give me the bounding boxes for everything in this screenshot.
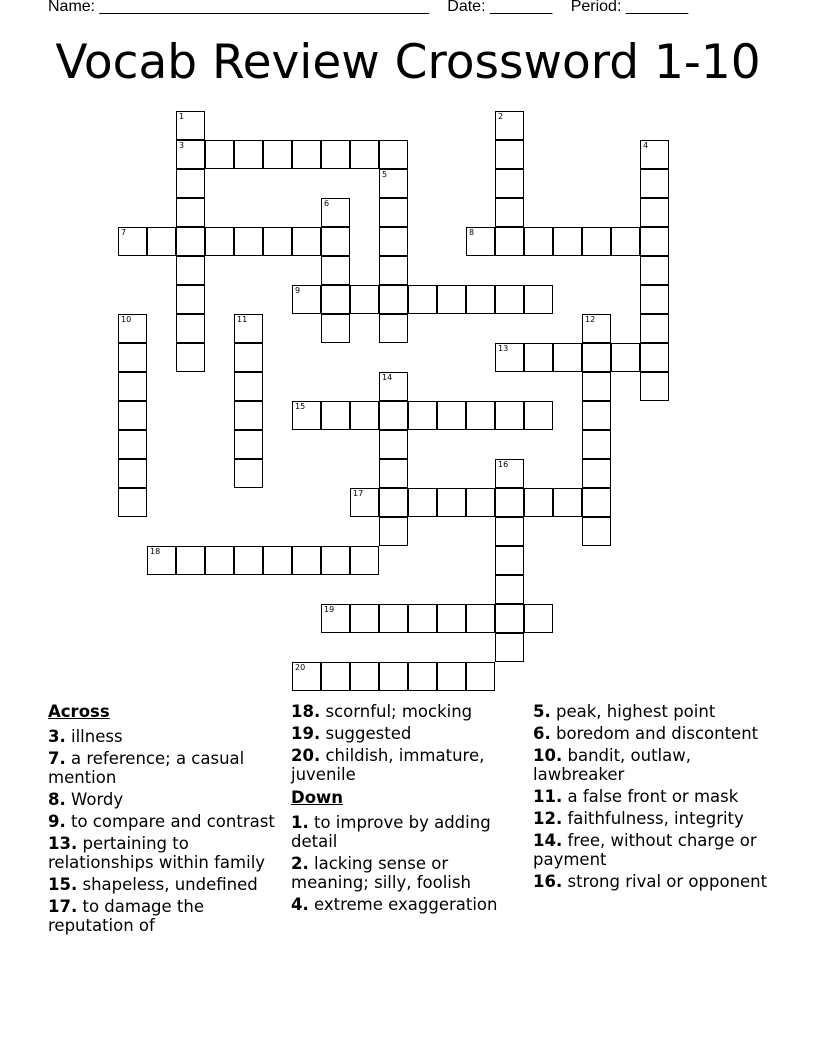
clue-item-text: shapeless, undefined [77, 875, 258, 894]
clue-item-text: childish, immature, juvenile [291, 746, 485, 784]
clue-item-number: 4. [291, 895, 309, 914]
clue-item-number: 15. [48, 875, 78, 894]
clue-number: 19 [324, 605, 335, 614]
grid-cell[interactable] [350, 546, 379, 575]
page-title: Vocab Review Crossword 1-10 [55, 35, 761, 90]
grid-cell[interactable] [408, 401, 437, 430]
grid-cell[interactable] [292, 285, 321, 314]
across-clues-part1 [48, 727, 284, 935]
grid-cell[interactable] [495, 169, 524, 198]
grid-cell[interactable] [495, 285, 524, 314]
clue-number: 5 [382, 170, 388, 179]
grid-cell[interactable] [640, 285, 669, 314]
grid-cell[interactable] [524, 227, 553, 256]
clue-item-number: 14. [533, 831, 563, 850]
grid-cell[interactable] [495, 459, 524, 488]
clue-item [291, 895, 521, 914]
grid-cell[interactable] [379, 256, 408, 285]
clue-item [533, 872, 773, 891]
grid-cell[interactable] [495, 575, 524, 604]
down-clues-part1 [291, 813, 521, 914]
grid-cell[interactable] [582, 488, 611, 517]
grid-cell[interactable] [350, 401, 379, 430]
clue-item-number: 1. [291, 813, 309, 832]
grid-cell[interactable] [379, 198, 408, 227]
clue-number: 15 [295, 402, 306, 411]
grid-cell[interactable] [495, 343, 524, 372]
clue-item-text: extreme exaggeration [308, 895, 498, 914]
clue-number: 3 [179, 141, 185, 150]
clue-item-number: 12. [533, 809, 563, 828]
clue-number: 16 [498, 460, 509, 469]
clue-number: 7 [121, 228, 127, 237]
grid-cell[interactable] [321, 198, 350, 227]
across-heading: Across [48, 702, 110, 721]
clue-item [291, 813, 521, 851]
grid-cell[interactable] [495, 401, 524, 430]
grid-cell[interactable] [495, 227, 524, 256]
clue-item-number: 13. [48, 834, 78, 853]
grid-cell[interactable] [640, 256, 669, 285]
grid-cell[interactable] [118, 372, 147, 401]
date-field[interactable]: Date: _______ [447, 0, 553, 15]
grid-cell[interactable] [466, 488, 495, 517]
grid-cell[interactable] [379, 401, 408, 430]
grid-cell[interactable] [263, 546, 292, 575]
clue-number: 10 [121, 315, 132, 324]
grid-cell[interactable] [176, 227, 205, 256]
grid-cell[interactable] [495, 111, 524, 140]
period-field[interactable]: Period: _______ [570, 0, 689, 15]
grid-cell[interactable] [379, 430, 408, 459]
grid-cell[interactable] [495, 140, 524, 169]
clue-item [533, 724, 773, 743]
grid-cell[interactable] [292, 140, 321, 169]
grid-cell[interactable] [350, 488, 379, 517]
clue-item-number: 11. [533, 787, 563, 806]
clue-item [291, 724, 521, 743]
down-heading: Down [291, 788, 344, 807]
grid-cell[interactable] [321, 256, 350, 285]
clue-item-text: faithfulness, integrity [562, 809, 744, 828]
clue-item [291, 746, 521, 784]
clue-item-text: boredom and discontent [550, 724, 759, 743]
grid-cell[interactable] [582, 517, 611, 546]
grid-cell[interactable] [118, 227, 147, 256]
grid-cell[interactable] [466, 285, 495, 314]
clue-number: 13 [498, 344, 509, 353]
grid-cell[interactable] [379, 662, 408, 691]
clue-number: 1 [179, 112, 185, 121]
grid-cell[interactable] [437, 488, 466, 517]
clue-number: 2 [498, 112, 504, 121]
grid-cell[interactable] [553, 227, 582, 256]
grid-cell[interactable] [582, 372, 611, 401]
grid-cell[interactable] [234, 227, 263, 256]
grid-cell[interactable] [379, 517, 408, 546]
down-clues-part2 [533, 702, 773, 891]
grid-cell[interactable] [611, 227, 640, 256]
grid-cell[interactable] [118, 430, 147, 459]
clue-item-text: lacking sense or meaning; silly, foolish [291, 854, 471, 892]
grid-cell[interactable] [640, 198, 669, 227]
clue-item-number: 6. [533, 724, 551, 743]
grid-cell[interactable] [292, 227, 321, 256]
grid-cell[interactable] [234, 140, 263, 169]
grid-cell[interactable] [321, 314, 350, 343]
grid-cell[interactable] [205, 227, 234, 256]
clue-item [533, 809, 773, 828]
clue-item-text: to damage the reputation of [48, 897, 205, 935]
clue-item-number: 2. [291, 854, 309, 873]
grid-cell[interactable] [379, 372, 408, 401]
grid-cell[interactable] [437, 604, 466, 633]
grid-cell[interactable] [234, 343, 263, 372]
grid-cell[interactable] [176, 343, 205, 372]
grid-cell[interactable] [176, 314, 205, 343]
grid-cell[interactable] [234, 401, 263, 430]
grid-cell[interactable] [147, 546, 176, 575]
grid-cell[interactable] [118, 401, 147, 430]
clue-item-text: scornful; mocking [320, 702, 473, 721]
clue-item [533, 746, 773, 784]
grid-cell[interactable] [321, 401, 350, 430]
grid-cell[interactable] [379, 488, 408, 517]
grid-cell[interactable] [582, 227, 611, 256]
grid-cell[interactable] [582, 343, 611, 372]
clue-number: 18 [150, 547, 161, 556]
clue-item-number: 9. [48, 812, 66, 831]
clue-item [48, 727, 284, 746]
grid-cell[interactable] [176, 546, 205, 575]
grid-cell[interactable] [408, 604, 437, 633]
clue-item [48, 834, 284, 872]
grid-cell[interactable] [205, 140, 234, 169]
grid-cell[interactable] [495, 517, 524, 546]
clue-item-number: 7. [48, 749, 66, 768]
clue-item-text: a false front or mask [562, 787, 739, 806]
grid-cell[interactable] [495, 198, 524, 227]
grid-cell[interactable] [553, 488, 582, 517]
clue-item-text: Wordy [65, 790, 124, 809]
clue-item-text: bandit, outlaw, lawbreaker [533, 746, 691, 784]
clue-item-text: peak, highest point [550, 702, 716, 721]
grid-cell[interactable] [321, 227, 350, 256]
clue-item-text: illness [65, 727, 123, 746]
grid-cell[interactable] [292, 662, 321, 691]
grid-cell[interactable] [495, 604, 524, 633]
grid-cell[interactable] [640, 169, 669, 198]
grid-cell[interactable] [524, 401, 553, 430]
clue-item [291, 702, 521, 721]
grid-cell[interactable] [524, 488, 553, 517]
grid-cell[interactable] [176, 198, 205, 227]
clue-column-3 [533, 702, 773, 894]
clue-item-text: to compare and contrast [65, 812, 275, 831]
grid-cell[interactable] [437, 285, 466, 314]
clue-column-1 [48, 702, 284, 938]
clue-number: 20 [295, 663, 306, 672]
grid-cell[interactable] [495, 546, 524, 575]
grid-cell[interactable] [118, 488, 147, 517]
clue-number: 6 [324, 199, 330, 208]
grid-cell[interactable] [234, 546, 263, 575]
grid-cell[interactable] [408, 488, 437, 517]
grid-cell[interactable] [118, 343, 147, 372]
grid-cell[interactable] [640, 227, 669, 256]
grid-cell[interactable] [350, 662, 379, 691]
clue-item [48, 790, 284, 809]
clue-item-number: 10. [533, 746, 563, 765]
grid-cell[interactable] [379, 140, 408, 169]
grid-cell[interactable] [292, 401, 321, 430]
grid-cell[interactable] [379, 227, 408, 256]
clue-item-text: free, without charge or payment [533, 831, 757, 869]
clue-item [533, 702, 773, 721]
grid-cell[interactable] [176, 111, 205, 140]
clue-item [48, 897, 284, 935]
clue-item-number: 3. [48, 727, 66, 746]
grid-cell[interactable] [205, 546, 234, 575]
grid-cell[interactable] [408, 662, 437, 691]
grid-cell[interactable] [379, 169, 408, 198]
clue-item-number: 5. [533, 702, 551, 721]
grid-cell[interactable] [466, 227, 495, 256]
grid-cell[interactable] [350, 604, 379, 633]
clue-item [48, 749, 284, 787]
clue-number: 4 [643, 141, 649, 150]
across-clues-part2 [291, 702, 521, 784]
grid-cell[interactable] [495, 488, 524, 517]
grid-cell[interactable] [553, 343, 582, 372]
clue-column-2 [291, 702, 521, 917]
grid-cell[interactable] [176, 285, 205, 314]
grid-cell[interactable] [640, 140, 669, 169]
grid-cell[interactable] [466, 604, 495, 633]
clue-item [48, 875, 284, 894]
grid-cell[interactable] [640, 314, 669, 343]
grid-cell[interactable] [350, 140, 379, 169]
grid-cell[interactable] [611, 343, 640, 372]
clue-item [48, 812, 284, 831]
clue-item-text: pertaining to relationships within family [48, 834, 266, 872]
grid-cell[interactable] [118, 459, 147, 488]
clue-item [533, 831, 773, 869]
grid-cell[interactable] [466, 401, 495, 430]
clue-item-text: strong rival or opponent [562, 872, 768, 891]
grid-cell[interactable] [292, 546, 321, 575]
clue-number: 8 [469, 228, 475, 237]
grid-cell[interactable] [379, 604, 408, 633]
name-field[interactable]: Name: _____________________________________ [48, 0, 429, 15]
grid-cell[interactable] [234, 430, 263, 459]
grid-cell[interactable] [582, 401, 611, 430]
grid-cell[interactable] [379, 459, 408, 488]
clue-item-number: 8. [48, 790, 66, 809]
clue-item-number: 19. [291, 724, 321, 743]
grid-cell[interactable] [234, 314, 263, 343]
grid-cell[interactable] [321, 285, 350, 314]
grid-cell[interactable] [524, 285, 553, 314]
grid-cell[interactable] [176, 256, 205, 285]
grid-cell[interactable] [466, 662, 495, 691]
grid-cell[interactable] [176, 140, 205, 169]
grid-cell[interactable] [147, 227, 176, 256]
grid-cell[interactable] [321, 546, 350, 575]
clue-item-text: a reference; a casual mention [48, 749, 245, 787]
clue-item-number: 18. [291, 702, 321, 721]
clue-item-number: 20. [291, 746, 321, 765]
grid-cell[interactable] [176, 169, 205, 198]
grid-cell[interactable] [408, 285, 437, 314]
clue-number: 9 [295, 286, 301, 295]
grid-cell[interactable] [582, 459, 611, 488]
grid-cell[interactable] [437, 401, 466, 430]
clue-item [291, 854, 521, 892]
clue-item-text: to improve by adding detail [291, 813, 491, 851]
grid-cell[interactable] [524, 343, 553, 372]
clue-item-text: suggested [320, 724, 412, 743]
grid-cell[interactable] [118, 314, 147, 343]
clue-item-number: 16. [533, 872, 563, 891]
grid-cell[interactable] [640, 372, 669, 401]
grid-cell[interactable] [582, 314, 611, 343]
grid-cell[interactable] [524, 604, 553, 633]
grid-cell[interactable] [321, 604, 350, 633]
grid-cell[interactable] [234, 372, 263, 401]
clue-number: 17 [353, 489, 364, 498]
grid-cell[interactable] [379, 285, 408, 314]
grid-cell[interactable] [321, 140, 350, 169]
clue-item [533, 787, 773, 806]
grid-cell[interactable] [582, 430, 611, 459]
grid-cell[interactable] [263, 227, 292, 256]
grid-cell[interactable] [263, 140, 292, 169]
grid-cell[interactable] [379, 314, 408, 343]
grid-cell[interactable] [321, 662, 350, 691]
clue-item-number: 17. [48, 897, 78, 916]
clue-number: 12 [585, 315, 596, 324]
grid-cell[interactable] [234, 459, 263, 488]
grid-cell[interactable] [437, 662, 466, 691]
grid-cell[interactable] [495, 633, 524, 662]
clue-number: 11 [237, 315, 248, 324]
clue-number: 14 [382, 373, 393, 382]
grid-cell[interactable] [640, 343, 669, 372]
grid-cell[interactable] [350, 285, 379, 314]
